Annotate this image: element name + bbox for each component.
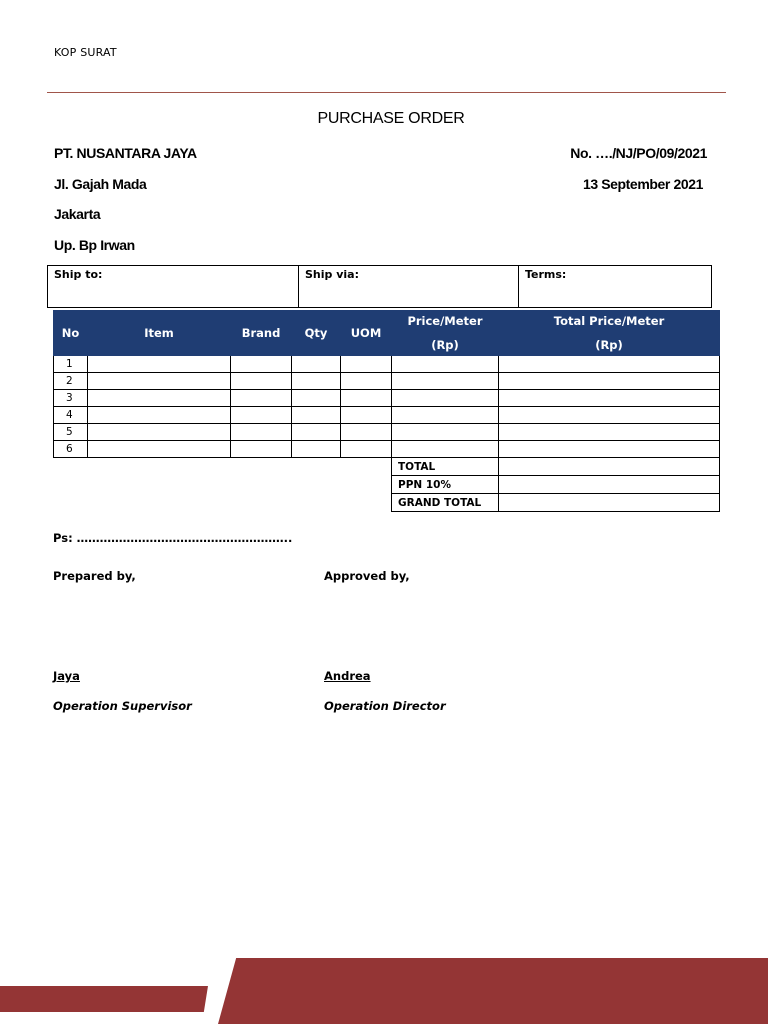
- footer-stripe-right: [218, 958, 768, 1024]
- col-qty: Qty: [292, 311, 341, 356]
- company-street: Jl. Gajah Mada: [54, 176, 147, 192]
- uom-cell[interactable]: [341, 407, 392, 424]
- table-row: [54, 407, 720, 424]
- row-number: 5: [54, 424, 88, 441]
- document-title: PURCHASE ORDER: [317, 110, 465, 127]
- total-label: TOTAL: [392, 458, 499, 476]
- item-cell[interactable]: [88, 441, 231, 458]
- ppn-value[interactable]: [499, 476, 720, 494]
- totals-table: [391, 457, 720, 512]
- table-row: [54, 373, 720, 390]
- qty-cell[interactable]: [292, 356, 341, 373]
- ship-via-field[interactable]: Ship via:: [299, 266, 519, 307]
- approved-by-label: Approved by,: [324, 569, 410, 583]
- col-no: No: [54, 311, 88, 356]
- order-date: 13 September 2021: [582, 176, 703, 192]
- company-name: PT. NUSANTARA JAYA: [54, 145, 197, 161]
- brand-cell[interactable]: [231, 441, 292, 458]
- uom-cell[interactable]: [341, 356, 392, 373]
- ps-note: Ps: ………………………………………………..: [53, 531, 293, 545]
- col-total-price: Total Price/Meter (Rp): [499, 311, 720, 356]
- total-price-cell[interactable]: [499, 356, 720, 373]
- uom-cell[interactable]: [341, 373, 392, 390]
- company-attention: Up. Bp Irwan: [54, 237, 135, 253]
- item-cell[interactable]: [88, 424, 231, 441]
- price-cell[interactable]: [392, 424, 499, 441]
- col-item: Item: [88, 311, 231, 356]
- item-cell[interactable]: [88, 356, 231, 373]
- item-cell[interactable]: [88, 407, 231, 424]
- footer-stripe-left: [0, 986, 208, 1012]
- row-number: 1: [54, 356, 88, 373]
- item-cell[interactable]: [88, 373, 231, 390]
- table-header-row: [54, 311, 720, 356]
- prepared-by-title: Operation Supervisor: [53, 699, 192, 713]
- prepared-by-name: Jaya: [53, 669, 80, 683]
- prepared-by-label: Prepared by,: [53, 569, 136, 583]
- total-price-cell[interactable]: [499, 424, 720, 441]
- item-cell[interactable]: [88, 390, 231, 407]
- row-number: 6: [54, 441, 88, 458]
- ship-to-field[interactable]: Ship to:: [48, 266, 299, 307]
- approved-by-name: Andrea: [324, 669, 371, 683]
- approved-by-title: Operation Director: [324, 699, 446, 713]
- terms-field[interactable]: Terms:: [525, 268, 567, 281]
- order-items-table: [53, 310, 720, 458]
- brand-cell[interactable]: [231, 407, 292, 424]
- col-price: Price/Meter (Rp): [392, 311, 499, 356]
- total-value[interactable]: [499, 458, 720, 476]
- grand-total-value[interactable]: [499, 494, 720, 512]
- col-brand: Brand: [231, 311, 292, 356]
- qty-cell[interactable]: [292, 424, 341, 441]
- total-price-cell[interactable]: [499, 441, 720, 458]
- row-number: 4: [54, 407, 88, 424]
- total-price-cell[interactable]: [499, 390, 720, 407]
- uom-cell[interactable]: [341, 390, 392, 407]
- table-row: [54, 424, 720, 441]
- company-city: Jakarta: [54, 206, 101, 222]
- letterhead: KOP SURAT: [54, 46, 117, 59]
- ppn-label: PPN 10%: [392, 476, 499, 494]
- qty-cell[interactable]: [292, 390, 341, 407]
- price-cell[interactable]: [392, 390, 499, 407]
- brand-cell[interactable]: [231, 424, 292, 441]
- ppn-row: [392, 476, 720, 494]
- price-cell[interactable]: [392, 356, 499, 373]
- qty-cell[interactable]: [292, 441, 341, 458]
- grand-total-label: GRAND TOTAL: [392, 494, 499, 512]
- brand-cell[interactable]: [231, 390, 292, 407]
- price-cell[interactable]: [392, 407, 499, 424]
- total-price-cell[interactable]: [499, 373, 720, 390]
- qty-cell[interactable]: [292, 407, 341, 424]
- shipping-box: [47, 265, 712, 308]
- row-number: 3: [54, 390, 88, 407]
- price-cell[interactable]: [392, 373, 499, 390]
- table-row: [54, 390, 720, 407]
- total-row: [392, 458, 720, 476]
- brand-cell[interactable]: [231, 356, 292, 373]
- brand-cell[interactable]: [231, 373, 292, 390]
- qty-cell[interactable]: [292, 373, 341, 390]
- table-row: [54, 441, 720, 458]
- total-price-cell[interactable]: [499, 407, 720, 424]
- table-row: [54, 356, 720, 373]
- uom-cell[interactable]: [341, 424, 392, 441]
- order-number: No. …./NJ/PO/09/2021: [570, 145, 707, 161]
- row-number: 2: [54, 373, 88, 390]
- grand-total-row: [392, 494, 720, 512]
- header-divider: [47, 92, 726, 93]
- uom-cell[interactable]: [341, 441, 392, 458]
- price-cell[interactable]: [392, 441, 499, 458]
- col-uom: UOM: [341, 311, 392, 356]
